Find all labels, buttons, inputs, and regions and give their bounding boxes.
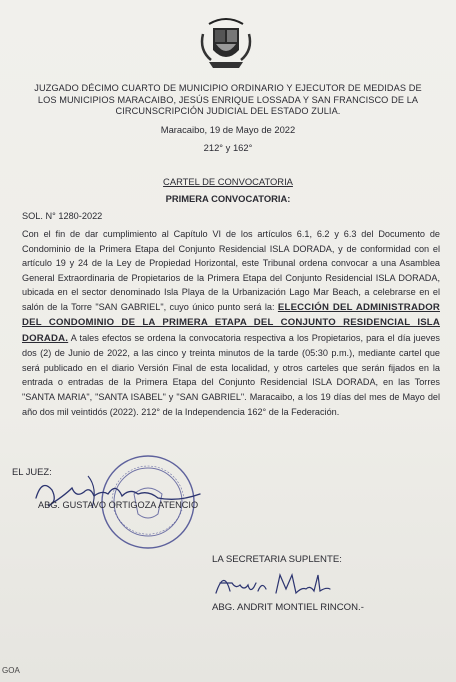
court-header-line-1: JUZGADO DÉCIMO CUARTO DE MUNICIPIO ORDINARIO Y EJECUTOR DE MEDIDAS DE xyxy=(34,83,422,93)
request-number: SOL. N° 1280-2022 xyxy=(22,211,103,221)
judge-label: EL JUEZ: xyxy=(12,466,52,477)
court-header-line-3: CIRCUNSCRIPCIÓN JUDICIAL DEL ESTADO ZULIA. xyxy=(115,106,341,117)
court-header-line-2: LOS MUNICIPIOS MARACAIBO, JESÚS ENRIQUE LOSSADA Y SAN FRANCISCO DE LA xyxy=(37,94,419,105)
independence-years: 212° y 162° xyxy=(203,142,253,153)
document-date: Maracaibo, 19 de Mayo de 2022 xyxy=(160,124,296,135)
secretary-name: ABG. ANDRIT MONTIEL RINCON.- xyxy=(212,602,364,613)
body-paragraph-intro: Con el fin de dar cumplimiento al Capítulo VI de los artículos 6.1, 6.2 y 6.3 del Documento de Condominio de la Primera Etapa del Conjunto Residencial ISLA DORADA, y de conformidad con el artículo 19 y 24 de la Ley de Propiedad Horizontal, este Tribunal ordena convocar a una Asamblea General Extraordinaria de Propietarios de la Primera Etapa del Conjunto Residencial ISLA DORADA, ubicada en el sector denominado Isla Playa de la Urbanización Lago Mar Beach, a celebrarse en el salón de la Torre "SAN GABRIEL", cuyo único punto será la: xyxy=(22,229,440,312)
convocatoria-heading: PRIMERA CONVOCATORIA: xyxy=(165,193,291,204)
secretary-signature xyxy=(210,565,340,601)
body-text xyxy=(22,227,440,419)
footer-initials: GOA xyxy=(2,666,20,675)
secretary-label: LA SECRETARIA SUPLENTE: xyxy=(212,554,342,565)
court-header xyxy=(30,83,426,118)
coat-of-arms-emblem xyxy=(195,14,257,74)
judge-name: ABG. GUSTAVO ORTIGOZA ATENCIO xyxy=(38,500,199,510)
body-paragraph-details: A tales efectos se ordena la convocatoria respectiva a los Propietarios, para el día jueves dos (2) de Junio de 2022, a las cinco y treinta minutos de la tarde (05:30 p.m.), mediante cartel que será publicado en el diario Versión Final de esta localidad, y otros carteles que serán fijados en la entrada o entradas de la Primera Etapa del Conjunto Residencial ISLA DORADA, en las Torres "SANTA MARIA", "SANTA ISABEL" y "SAN GABRIEL". Maracaibo, a los 19 días del mes de Mayo del año dos mil veintidós (2022). 212° de la Independencia 162° de la Federación. xyxy=(22,332,440,417)
cartel-title: CARTEL DE CONVOCATORIA xyxy=(163,176,293,187)
agenda-item: ELECCIÓN DEL ADMINISTRADOR DEL CONDOMINIO DE LA PRIMERA ETAPA DEL CONJUNTO RESIDENCIAL ISLA DORADA. xyxy=(22,301,440,344)
